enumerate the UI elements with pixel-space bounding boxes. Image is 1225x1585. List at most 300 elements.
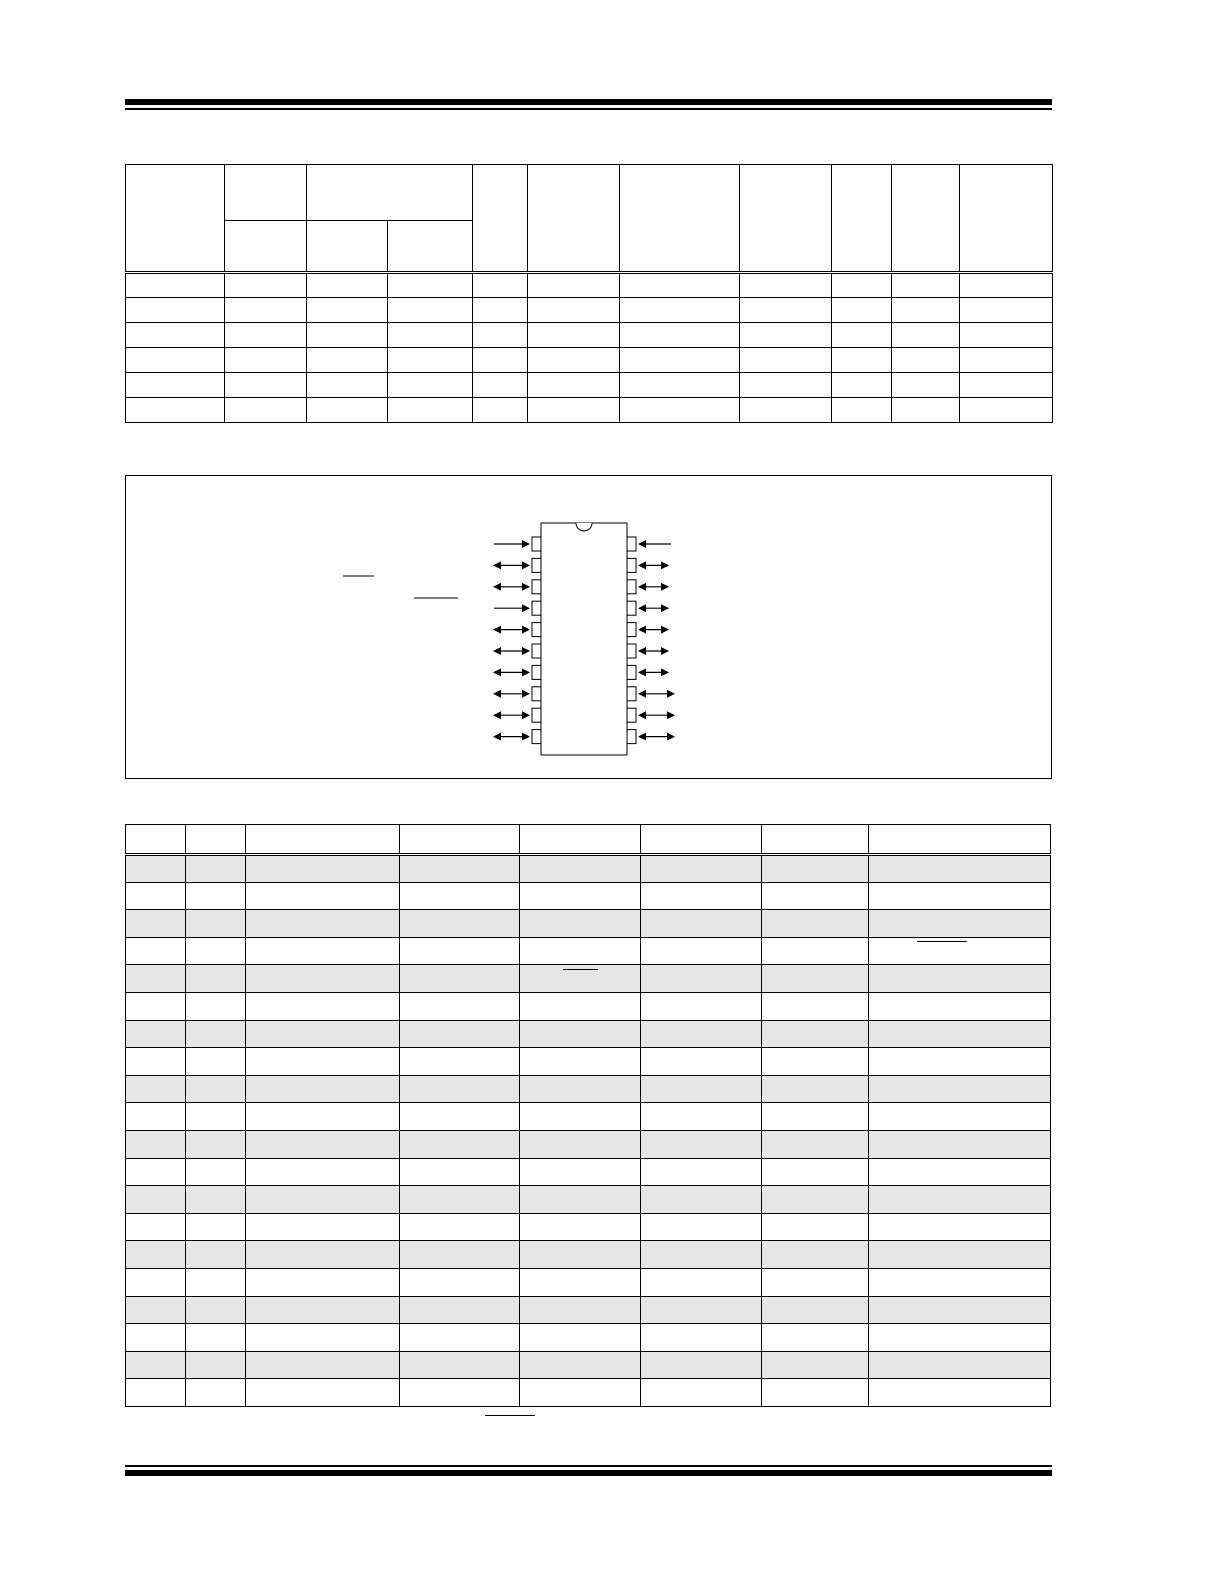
family-table-row [126, 273, 1053, 298]
pin-table-cell [520, 855, 641, 883]
pin-table-cell [246, 910, 400, 938]
pin-table-cell [186, 1268, 246, 1296]
pin-table-cell [400, 992, 520, 1020]
pin-table-cell [186, 1186, 246, 1214]
family-col-header [473, 165, 528, 273]
pin-diagram-frame [125, 475, 1052, 779]
right-pin-box [627, 537, 636, 551]
pin-table-cell [762, 937, 869, 965]
pin-table-cell [641, 1268, 762, 1296]
pin-table-cell [869, 1048, 1051, 1076]
family-table-cell [620, 323, 740, 348]
family-table-cell [307, 273, 388, 298]
pin-table-cell [869, 910, 1051, 938]
pin-table-cell [520, 1186, 641, 1214]
family-table-cell [225, 323, 307, 348]
pin-table-cell [400, 1020, 520, 1048]
left-pin-group [494, 537, 541, 744]
pin-table-cell [400, 1241, 520, 1269]
pin-table-cell [641, 937, 762, 965]
family-table-cell [126, 323, 225, 348]
pin-table-cell [762, 1103, 869, 1131]
pin-table-cell [246, 1158, 400, 1186]
family-table-cell [620, 273, 740, 298]
pin-table-cell [869, 965, 1051, 993]
family-table-cell [126, 273, 225, 298]
family-table-cell [620, 373, 740, 398]
family-table-cell [832, 373, 892, 398]
pin-table-cell [520, 1213, 641, 1241]
family-table-cell [528, 298, 620, 323]
pin-table-cell [126, 1048, 186, 1076]
family-table-cell [620, 398, 740, 423]
family-table-cell [307, 298, 388, 323]
pin-table-cell [126, 1130, 186, 1158]
pin-table-cell [869, 855, 1051, 883]
family-col-header [740, 165, 832, 273]
pin-table-row [126, 1351, 1051, 1379]
pin-table-cell [186, 1379, 246, 1407]
pin-table-cell [400, 1268, 520, 1296]
pin-diagram-svg [126, 476, 1051, 778]
pin-table-cell [520, 1379, 641, 1407]
pin-table-cell [520, 937, 641, 965]
pin-table-cell [520, 1296, 641, 1324]
pin-table-cell [186, 1158, 246, 1186]
family-table-cell [832, 348, 892, 373]
pin-table-row [126, 1296, 1051, 1324]
pin-table-cell [246, 965, 400, 993]
pin-table-cell [641, 1075, 762, 1103]
pin-table-col-header [869, 825, 1051, 855]
pin-table-row [126, 1020, 1051, 1048]
pin-table-cell [246, 1324, 400, 1352]
family-table-cell [620, 348, 740, 373]
pin-table-row [126, 937, 1051, 965]
right-pin-group [627, 537, 674, 744]
family-col-header [126, 165, 225, 273]
family-table-cell [960, 398, 1053, 423]
left-pin-box [532, 601, 541, 615]
family-table-row [126, 398, 1053, 423]
family-table-row [126, 298, 1053, 323]
family-table-row [126, 348, 1053, 373]
family-table-cell [225, 398, 307, 423]
pin-table-cell [869, 1296, 1051, 1324]
pin-table-cell [246, 1186, 400, 1214]
family-table-cell [225, 373, 307, 398]
left-pin-box [532, 687, 541, 701]
pin-table-cell [126, 1020, 186, 1048]
family-table-cell [960, 323, 1053, 348]
pin-table-cell [641, 1379, 762, 1407]
left-pin-box [532, 537, 541, 551]
pin-table-cell [246, 937, 400, 965]
right-pin-box [627, 558, 636, 572]
family-table-cell [832, 298, 892, 323]
right-pin-box [627, 580, 636, 594]
right-pin-box [627, 601, 636, 615]
pin-table-cell [762, 1213, 869, 1241]
pin-table-cell [246, 882, 400, 910]
family-table-cell [225, 298, 307, 323]
right-pin-box [627, 708, 636, 722]
family-table-cell [832, 273, 892, 298]
pin-table-cell [400, 1048, 520, 1076]
right-pin-box [627, 687, 636, 701]
pin-table-cell [400, 1075, 520, 1103]
pin-table-cell [246, 1020, 400, 1048]
pin-table-cell [186, 1213, 246, 1241]
pin-table-cell [400, 1324, 520, 1352]
pin-table-cell [869, 1213, 1051, 1241]
family-table-cell [388, 323, 473, 348]
pin-table-row [126, 1379, 1051, 1407]
family-table-cell [740, 298, 832, 323]
pin-table-cell [869, 1130, 1051, 1158]
left-pin-box [532, 730, 541, 744]
pin-table-cell [400, 1186, 520, 1214]
pin-table-cell [762, 1186, 869, 1214]
ic-package-body [541, 523, 627, 755]
pin-table-cell [186, 910, 246, 938]
pin-table-cell [762, 992, 869, 1020]
family-table-cell [528, 273, 620, 298]
family-table-cell [473, 298, 528, 323]
pin-table-cell [126, 855, 186, 883]
family-table-cell [225, 348, 307, 373]
pin-table-cell [126, 1379, 186, 1407]
pin-table-cell [641, 1020, 762, 1048]
pin-table-cell [869, 1241, 1051, 1269]
pin-table-cell [400, 965, 520, 993]
pin-table-row [126, 1130, 1051, 1158]
pin-table-cell [520, 992, 641, 1020]
pin-table-cell [762, 1351, 869, 1379]
pin-table-cell [126, 1268, 186, 1296]
pin-table-cell [126, 1296, 186, 1324]
family-table-cell [388, 298, 473, 323]
pin-table-row [126, 1103, 1051, 1131]
pin-table-cell [869, 992, 1051, 1020]
pin-table-cell [520, 1103, 641, 1131]
pin-table-cell [520, 1075, 641, 1103]
pin-table-cell [641, 1158, 762, 1186]
pin-table-cell [400, 1130, 520, 1158]
family-table-cell [528, 323, 620, 348]
overline-mark [563, 969, 598, 970]
pin-table-cell [400, 855, 520, 883]
pin-table-row [126, 1158, 1051, 1186]
family-table-row [126, 373, 1053, 398]
overline-mark [917, 941, 967, 942]
pin-table-cell [641, 1351, 762, 1379]
family-table-cell [892, 298, 960, 323]
pin-table-cell [641, 855, 762, 883]
left-pin-box [532, 623, 541, 637]
pin-table-cell [762, 910, 869, 938]
family-col-header [388, 221, 473, 273]
pin-table-cell [246, 1103, 400, 1131]
pin-table-cell [186, 937, 246, 965]
pin-table-cell [186, 1351, 246, 1379]
left-pin-box [532, 665, 541, 679]
family-table-cell [307, 398, 388, 423]
family-table-cell [126, 298, 225, 323]
pin-table-cell [762, 1048, 869, 1076]
pin-table-cell [520, 1158, 641, 1186]
pin-table-cell [246, 1268, 400, 1296]
pin-table-col-header [126, 825, 186, 855]
pin-table-cell [400, 1158, 520, 1186]
pin-table-col-header [762, 825, 869, 855]
pin-table-cell [762, 1158, 869, 1186]
family-col-header [307, 221, 388, 273]
pin-table-cell [869, 1351, 1051, 1379]
pin-table-cell [869, 1324, 1051, 1352]
pin-table-cell [641, 1103, 762, 1131]
family-table-cell [740, 398, 832, 423]
family-table-cell [740, 323, 832, 348]
family-table-cell [892, 398, 960, 423]
pin-table-cell [520, 1020, 641, 1048]
pin-table-cell [246, 1351, 400, 1379]
family-table-cell [126, 373, 225, 398]
pin-table-cell [246, 992, 400, 1020]
pin-table-cell [762, 965, 869, 993]
pin-table-col-header [400, 825, 520, 855]
pin-table-cell [641, 965, 762, 993]
family-col-header [620, 165, 740, 273]
pin-table-cell [520, 1241, 641, 1269]
right-pin-box [627, 644, 636, 658]
pin-table-cell [520, 910, 641, 938]
pin-table-cell [869, 1186, 1051, 1214]
pin-table-cell [869, 1075, 1051, 1103]
pin-table-cell [246, 1379, 400, 1407]
family-col-header [307, 165, 473, 221]
family-table-cell [832, 398, 892, 423]
pin-table-cell [869, 1020, 1051, 1048]
pin-table-cell [641, 992, 762, 1020]
family-col-header [832, 165, 892, 273]
family-table-cell [473, 373, 528, 398]
pin-table-row [126, 1048, 1051, 1076]
family-table-cell [126, 348, 225, 373]
pin-table-row [126, 1268, 1051, 1296]
pin-allocation-table [125, 824, 1051, 1407]
pin-table-cell [762, 1075, 869, 1103]
pin-table-cell [186, 1296, 246, 1324]
footer-rule-thick [125, 1470, 1052, 1476]
pin-table-cell [869, 1158, 1051, 1186]
pin-table-cell [641, 1241, 762, 1269]
family-table-cell [960, 373, 1053, 398]
pin-table-cell [869, 882, 1051, 910]
pin-table-cell [126, 1075, 186, 1103]
pin-table-cell [641, 1213, 762, 1241]
pin-table-cell [400, 1103, 520, 1131]
family-table-row [126, 323, 1053, 348]
pin-table-cell [762, 855, 869, 883]
pin-table-cell [641, 1130, 762, 1158]
pin-table-row [126, 910, 1051, 938]
family-col-header [960, 165, 1053, 273]
left-pin-box [532, 708, 541, 722]
pin-table-row [126, 1075, 1051, 1103]
footer-rule-thin [125, 1465, 1052, 1467]
pin-table-cell [186, 855, 246, 883]
pin-table-cell [246, 1048, 400, 1076]
pin-table-cell [641, 1324, 762, 1352]
family-table-cell [473, 273, 528, 298]
pin-table-cell [762, 1241, 869, 1269]
pin-table-cell [246, 1241, 400, 1269]
pin-table-cell [126, 910, 186, 938]
pin-table-row [126, 1186, 1051, 1214]
family-table-cell [388, 348, 473, 373]
pin-table-cell [869, 1103, 1051, 1131]
pin-table-cell [186, 1048, 246, 1076]
pin-table-header-row [126, 825, 1051, 855]
pin-table-cell [246, 1213, 400, 1241]
family-col-header [225, 221, 307, 273]
pin-table-cell [762, 1296, 869, 1324]
family-table-cell [528, 348, 620, 373]
family-table-cell [225, 273, 307, 298]
pin-table-cell [520, 1048, 641, 1076]
pin-table-cell [762, 1268, 869, 1296]
family-table-cell [307, 323, 388, 348]
pin-table-cell [246, 1296, 400, 1324]
pin-table-row [126, 882, 1051, 910]
pin-table-cell [869, 1379, 1051, 1407]
pin-table-cell [400, 1213, 520, 1241]
right-pin-box [627, 730, 636, 744]
pin-table-cell [186, 1075, 246, 1103]
pin-table-body [126, 855, 1051, 1407]
pin-table-row [126, 1241, 1051, 1269]
pin-table-cell [126, 1324, 186, 1352]
pin-table-cell [400, 1296, 520, 1324]
device-family-table [125, 164, 1053, 423]
family-table-cell [892, 348, 960, 373]
pin-table-col-header [186, 825, 246, 855]
pin-table-cell [520, 1268, 641, 1296]
left-pin-box [532, 558, 541, 572]
pin-table-cell [126, 1158, 186, 1186]
pin-table-cell [126, 882, 186, 910]
left-pin-box [532, 580, 541, 594]
pin-table-cell [126, 1241, 186, 1269]
pin-table-cell [126, 1351, 186, 1379]
family-table-cell [528, 398, 620, 423]
header-rule-thin [125, 108, 1052, 110]
family-table-cell [388, 373, 473, 398]
pin-table-cell [762, 1130, 869, 1158]
pin-table-cell [186, 1103, 246, 1131]
pin-table-row [126, 855, 1051, 883]
family-table-cell [528, 373, 620, 398]
family-table-cell [892, 273, 960, 298]
family-table-header-row-1 [126, 165, 1053, 221]
family-table-cell [960, 348, 1053, 373]
family-table-cell [388, 398, 473, 423]
pin-table-cell [246, 1130, 400, 1158]
pin-table-cell [126, 937, 186, 965]
pin-table-cell [186, 1241, 246, 1269]
family-table-cell [960, 298, 1053, 323]
family-col-header [225, 165, 307, 221]
pin-table-cell [641, 910, 762, 938]
pin-table-cell [641, 882, 762, 910]
pin-table-cell [126, 1213, 186, 1241]
pin-table-row [126, 1324, 1051, 1352]
family-table-cell [892, 323, 960, 348]
family-table-cell [960, 273, 1053, 298]
pin-table-cell [126, 1103, 186, 1131]
family-col-header [892, 165, 960, 273]
pin-table-col-header [641, 825, 762, 855]
family-table-cell [740, 348, 832, 373]
family-table-body [126, 273, 1053, 423]
family-table-cell [388, 273, 473, 298]
pin-table-cell [400, 882, 520, 910]
pin-table-cell [762, 882, 869, 910]
family-table-cell [307, 348, 388, 373]
family-table-cell [620, 298, 740, 323]
pin-table-cell [641, 1296, 762, 1324]
family-table-cell [473, 348, 528, 373]
pin-table-row [126, 1213, 1051, 1241]
pin-table-cell [641, 1048, 762, 1076]
right-pin-box [627, 665, 636, 679]
pin-table-cell [520, 882, 641, 910]
pin-table-cell [126, 965, 186, 993]
pin-table-cell [520, 1130, 641, 1158]
family-table-cell [892, 373, 960, 398]
family-table-cell [126, 398, 225, 423]
pin-table-cell [400, 1379, 520, 1407]
family-table-cell [473, 323, 528, 348]
pin-table-cell [186, 992, 246, 1020]
pin-table-cell [246, 855, 400, 883]
pin-table-cell [520, 1351, 641, 1379]
pin-table-cell [762, 1324, 869, 1352]
pin-table-col-header [246, 825, 400, 855]
pin-table-cell [126, 992, 186, 1020]
pin-table-note-overline [485, 1415, 535, 1416]
pin-table-cell [246, 1075, 400, 1103]
family-table-cell [740, 373, 832, 398]
left-pin-box [532, 644, 541, 658]
pin-table-cell [641, 1186, 762, 1214]
pin-table-cell [400, 937, 520, 965]
family-table-cell [740, 273, 832, 298]
pin-table-cell [400, 1351, 520, 1379]
pin-table-row [126, 992, 1051, 1020]
pin-table-cell [762, 1379, 869, 1407]
pin-table-cell [186, 1020, 246, 1048]
pin-table-col-header [520, 825, 641, 855]
pin-table-cell [186, 1130, 246, 1158]
pin-table-cell [762, 1020, 869, 1048]
pin-table-cell [869, 1268, 1051, 1296]
header-rule-thick [125, 99, 1052, 105]
family-table-cell [473, 398, 528, 423]
pin-table-cell [186, 882, 246, 910]
pin-table-cell [186, 1324, 246, 1352]
